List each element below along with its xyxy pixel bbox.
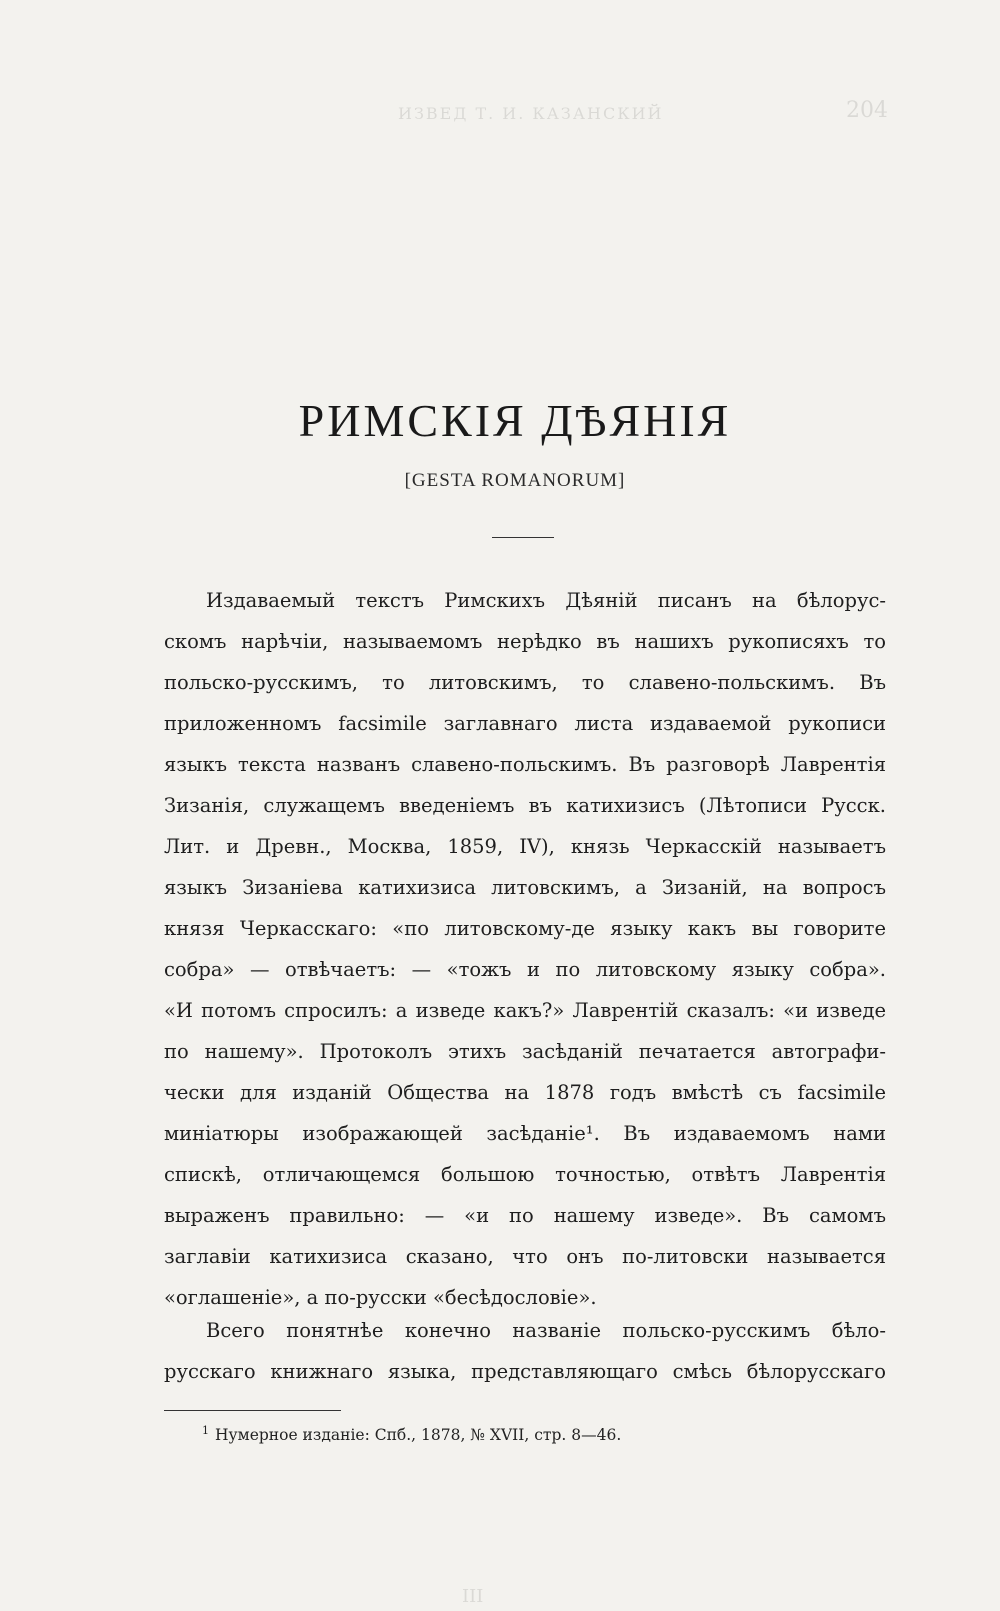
paragraph-1 — [164, 580, 886, 1318]
footnote-divider — [164, 1410, 341, 1411]
bleed-through-footer: ІІІ — [462, 1586, 484, 1607]
text-line: выраженъ правильно: — «и по нашему изведе». Въ самомъ — [164, 1204, 886, 1227]
document-subtitle: [GESTA ROMANORUM] — [404, 470, 626, 491]
text-line: чески для изданій Общества на 1878 годъ вмѣстѣ съ facsimile — [164, 1081, 886, 1104]
text-line: Всего понятнѣе конечно названіе польско-русскимъ бѣло- — [206, 1319, 886, 1342]
footnote-marker: 1 — [202, 1424, 209, 1437]
paragraph-2 — [164, 1310, 886, 1392]
text-line: Зизанія, служащемъ введеніемъ въ катихизисъ (Лѣтописи Русск. — [164, 794, 886, 817]
bleed-through-page-number: 204 — [846, 98, 888, 123]
text-line: скомъ нарѣчіи, называемомъ нерѣдко въ нашихъ рукописяхъ то — [164, 630, 886, 653]
footnote-text: Нумерное изданіе: Спб., 1878, № XVII, стр. 8—46. — [215, 1426, 622, 1445]
text-line: языкъ текста названъ славено-польскимъ. Въ разговорѣ Лаврентія — [164, 753, 886, 776]
text-line: собра» — отвѣчаетъ: — «тожъ и по литовскому языку собра». — [164, 958, 886, 981]
text-line: Лит. и Древн., Москва, 1859, IV), князь Черкасскій называетъ — [164, 835, 886, 858]
text-line: польско-русскимъ, то литовскимъ, то славено-польскимъ. Въ — [164, 671, 886, 694]
text-line: приложенномъ facsimile заглавнаго листа издаваемой рукописи — [164, 712, 886, 735]
document-title: РИМСКІЯ ДѢЯНІЯ — [298, 395, 732, 446]
footnote — [202, 1424, 621, 1444]
text-line: русскаго книжнаго языка, представляющаго смѣсь бѣлорусскаго — [164, 1360, 886, 1383]
bleed-through-header-title: ИЗВЕД Т. И. КАЗАНСКИЙ — [398, 104, 664, 123]
text-line: спискѣ, отличающемся большою точностью, отвѣтъ Лаврентія — [164, 1163, 886, 1186]
text-line: Издаваемый текстъ Римскихъ Дѣяній писанъ на бѣлорус- — [206, 589, 886, 612]
text-line: князя Черкасскаго: «по литовскому-де языку какъ вы говорите — [164, 917, 886, 940]
text-line: «И потомъ спросилъ: а изведе какъ?» Лаврентій сказалъ: «и изведе — [164, 999, 886, 1022]
title-divider — [492, 537, 554, 538]
text-line: миніатюры изображающей засѣданіе¹. Въ издаваемомъ нами — [164, 1122, 886, 1145]
text-line: языкъ Зизаніева катихизиса литовскимъ, а Зизаній, на вопросъ — [164, 876, 886, 899]
text-line: по нашему». Протоколъ этихъ засѣданій печатается автографи- — [164, 1040, 886, 1063]
text-line: заглавіи катихизиса сказано, что онъ по-литовски называется — [164, 1245, 886, 1268]
text-line: «оглашеніе», а по-русски «бесѣдословіе». — [164, 1286, 597, 1309]
